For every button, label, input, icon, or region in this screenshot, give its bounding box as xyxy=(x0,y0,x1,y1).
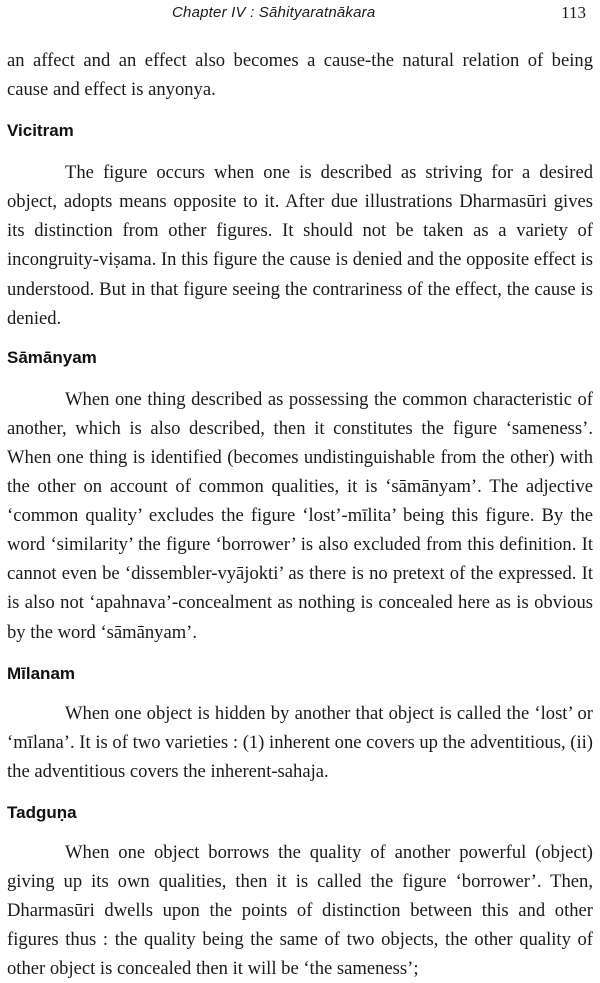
chapter-title: Chapter IV : Sāhityaratnākara xyxy=(172,4,376,21)
section-paragraph-milanam: When one object is hidden by another that object is called the ‘lost’ or ‘mīlana’. It is of two varieties : (1) inherent one covers up the adventitious, (ii) the adventitious covers the inherent-sahaja. xyxy=(7,702,593,782)
running-header xyxy=(0,0,600,28)
section-paragraph-samanyam: When one thing described as possessing the common characteristic of another, which is also described, then it constitutes the figure ‘sameness’. When one thing is identified (becomes undistinguishable from the other) with the other on account of common qualities, it is ‘sāmānyam’. The adjective ‘common quality’ excludes the figure ‘lost’-mīlita’ being this figure. By the word ‘similarity’ the figure ‘borrower’ is also excluded from this definition. It cannot even be ‘dissembler-vyājokti’ as there is no pretext of the expressed. It is also not ‘apahnava’-concealment as nothing is concealed here as is obvious by the word ‘sāmānyam’. xyxy=(7,388,593,643)
section-heading-samanyam: Sāmānyam xyxy=(7,347,97,367)
section-heading-tadguna: Tadguṇa xyxy=(7,802,77,822)
page-number: 113 xyxy=(561,3,586,22)
section-heading-milanam: Mīlanam xyxy=(7,663,76,683)
section-heading-vicitram: Vicitram xyxy=(7,121,74,141)
section-paragraph-tadguna: When one object borrows the quality of another powerful (object) giving up its own qualities, then it is called the figure ‘borrower’. Then, Dharmasūri dwells upon the points of distinction between this and other figures thus : the quality being the same of two objects, the other quality of other object is concealed then it will be ‘the sameness’; xyxy=(7,841,593,980)
intro-paragraph: an affect and an effect also becomes a cause-the natural relation of being cause and effect is anyonya. xyxy=(7,50,593,101)
section-paragraph-vicitram: The figure occurs when one is described as striving for a desired object, adopts means opposite to it. After due illustrations Dharmasūri gives its distinction from other figures. It should not be taken as a variety of incongruity-viṣama. In this figure the cause is denied and the opposite effect is understood. But in that figure seeing the contrariness of the effect, the cause is denied. xyxy=(7,162,593,329)
page-body xyxy=(7,46,593,983)
